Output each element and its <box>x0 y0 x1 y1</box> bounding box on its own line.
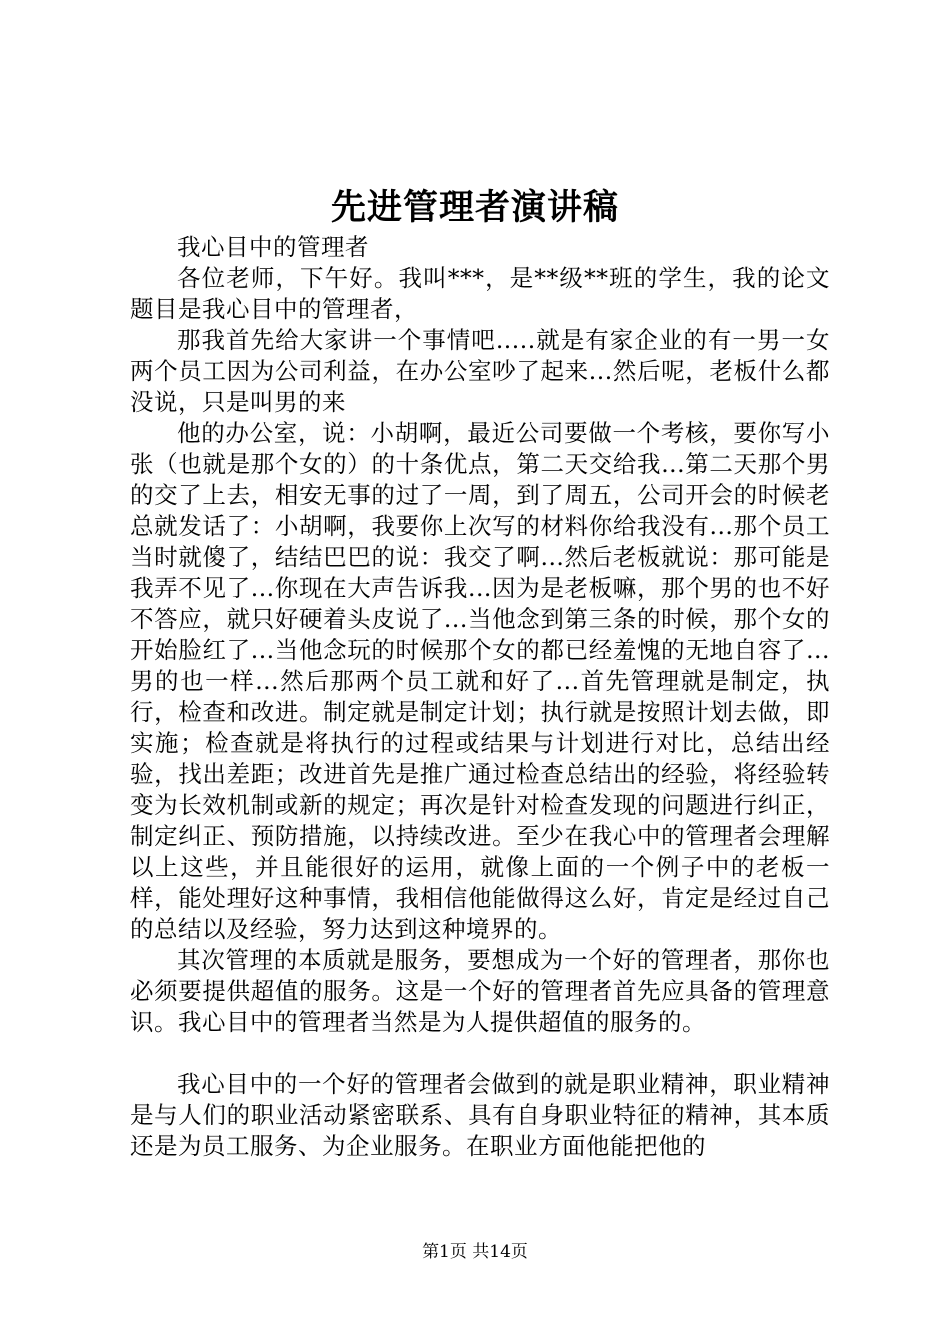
paragraph: 我心目中的一个好的管理者会做到的就是职业精神，职业精神是与人们的职业活动紧密联系、具有自身职业特征的精神，其本质还是为员工服务、为企业服务。在职业方面他能把他的 <box>130 1070 830 1160</box>
page-number-footer: 第1页 共14页 <box>422 1242 528 1262</box>
paragraph: 各位老师，下午好。我叫***，是**级**班的学生，我的论文题目是我心目中的管理者， <box>130 264 830 323</box>
document-body <box>130 232 830 1162</box>
paragraph: 那我首先给大家讲一个事情吧.....就是有家企业的有一男一女两个员工因为公司利益，在办公室吵了起来...然后呢，老板什么都没说，只是叫男的来 <box>130 326 830 416</box>
paragraph: 其次管理的本质就是服务，要想成为一个好的管理者，那你也必须要提供超值的服务。这是一个好的管理者首先应具备的管理意识。我心目中的管理者当然是为人提供超值的服务的。 <box>130 946 830 1036</box>
paragraph: 他的办公室，说：小胡啊，最近公司要做一个考核，要你写小张（也就是那个女的）的十条优点，第二天交给我...第二天那个男的交了上去，相安无事的过了一周，到了周五，公司开会的时候老总就发话了：小胡啊，我要你上次写的材料你给我没有...那个员工当时就傻了，结结巴巴的说：我交了啊...然后老板就说：那可能是我弄不见了...你现在大声告诉我...因为是老板嘛，那个男的也不好不答应，就只好硬着头皮说了...当他念到第三条的时候，那个女的开始脸红了...当他念玩的时候那个女的都已经羞愧的无地自容了...男的也一样...然后那两个员工就和好了...首先管理就是制定，执行，检查和改进。制定就是制定计划；执行就是按照计划去做，即实施；检查就是将执行的过程或结果与计划进行对比，总结出经验，找出差距；改进首先是推广通过检查总结出的经验，将经验转变为长效机制或新的规定；再次是针对检查发现的问题进行纠正，制定纠正、预防措施，以持续改进。至少在我心中的管理者会理解以上这些，并且能很好的运用，就像上面的一个例子中的老板一样，能处理好这种事情，我相信他能做得这么好，肯定是经过自己的总结以及经验，努力达到这种境界的。 <box>130 419 830 943</box>
document-title: 先进管理者演讲稿 <box>330 187 619 228</box>
paragraph-heading: 我心目中的管理者 <box>177 233 369 261</box>
